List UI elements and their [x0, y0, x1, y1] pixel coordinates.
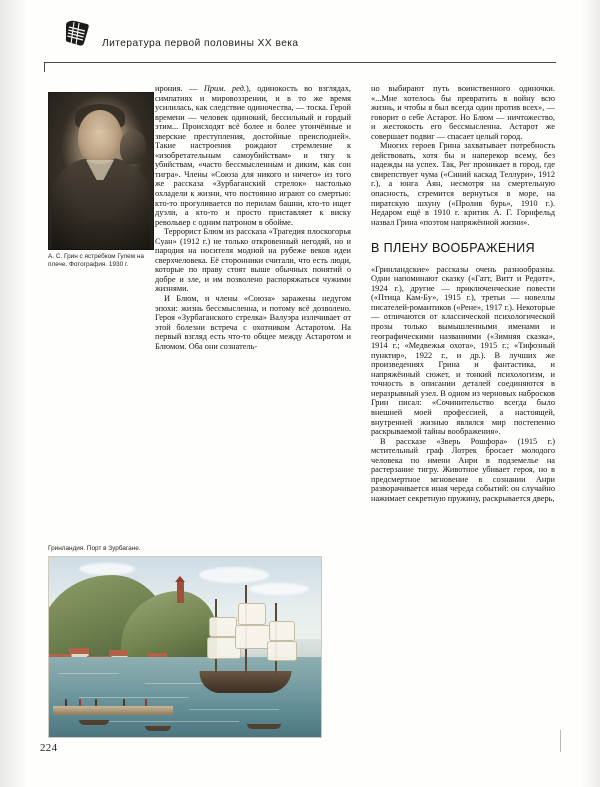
body-paragraph [155, 84, 351, 227]
body-text: И Блюм, и члены «Союза» заражены недугом эпохи: жизнь бессмысленна, и потому всё дозволено. Героя «Зурбаганского стрелка» Валуэра излечивает от этой болезни встреча с охотником Астаротом. На первый взгляд есть что-то общее между Астаротом и Блюмом. Оба они сознатель- [155, 294, 351, 351]
running-head [54, 16, 554, 68]
body-text: Многих героев Грина захватывает потребность действовать, хотя бы и наперекор всему, без надежды на успех. Так, Рег проникает в город, где свирепствует чума («Синий каскад Теллури», 1912 г.), а юнга Аян, несмотря на смертельную опасность, стремится вернуться в море, на пиратскую шхуну («Пролив бурь», 1910 г.). Недаром ещё в 1910 г. критик А. Г. Горнфельд назвал Грина «поэтом напряжённой жизни». [371, 141, 555, 227]
grin-portrait-photo [48, 92, 154, 250]
header-rule-tick [44, 62, 45, 72]
header-rule [44, 62, 556, 63]
body-paragraph [371, 141, 555, 227]
body-paragraph [371, 84, 555, 141]
portrait-frame [48, 92, 154, 250]
body-text: «Гринландские» рассказы очень разнообразны. Одни напоминают сказку («Гатт, Витт и Редотт», 1924 г.), другие — приключенческие повести («Птица Кам-Бу», 1915 г.), третьи — новеллы писателей-романтиков («Рене», 1917 г.). Некоторые — отличаются от классической психологической прозы только вымышленными именами и географическими названиями («Зимняя сказка», 1914 г.; «Медвежья охота», 1915 г.; «Тифозный пунктир», 1922 г., и др.). В лучших же произведениях Грина и фантастика, и напряжённый сюжет, и тонкий психологизм, и точность в описании деталей соединяются в неразрывный узел. В одном из черновых набросков Грин писал: «Сочинительство всегда было внешней моей профессией, а настоящей, внутренней жизнью являлся мир постепенно раскрываемой тайны воображения». [371, 264, 555, 437]
body-paragraph [371, 437, 555, 504]
body-paragraph [155, 294, 351, 351]
zurbagan-port-caption: Гринландия. Порт в Зурбагане. [48, 545, 141, 552]
zurbagan-port-painting [48, 556, 322, 738]
body-text: Террорист Блюм из рассказа «Трагедия плоскогорья Суан» (1912 г.) не только откровенный негодяй, но и пародия на носителя модной на рубеже веков идеи сверхчеловека. Её сторонники считали, что есть люди, которые по праву стоят выше обычных понятий о добре и зле, и им позволено распоряжаться чужими жизнями. [155, 227, 351, 294]
section-heading: В ПЛЕНУ ВООБРАЖЕНИЯ [371, 241, 535, 256]
body-text: ирония. — [155, 84, 204, 93]
page-number: 224 [40, 742, 58, 754]
body-text: ), одинокость во взглядах, симпатиях и мировоззрении, и в то же время усилилась, как следствие одиночества, — тоска. Герой времени — человек одинокий, бессильный и гордый этим... Происходят всё более и более утончённые и зверские преступления, достойные преисподней». Такие настроения рождают стремление к «изобретательным самоубийствам» и тягу к убийствам, «часто бессмысленным и диким, как сон тигра». Члены «Союза для никого и ничего» из того же рассказа «Зурбаганский стрелок» настолько охладели к жизни, что постоянно играют со смертью: кто-то прогуливается по перилам башни, кто-то ищет дуэли, а кто-то и просто приставляет к виску револьвер с одним патроном в обойме. [155, 84, 352, 227]
text-column-left [155, 84, 351, 351]
editorial-note: Прим. ред. [203, 84, 246, 93]
zurbagan-port-figure [48, 545, 320, 738]
grin-portrait-caption: А. С. Грин с ястребком Гулем на плече. Фотография. 1930 г. [48, 253, 144, 268]
body-text: но выбирают путь воинственного одиночки. «...Мне хотелось бы превратить в войну всю жизнь, и чтобы я был всегда один против всех», — говорит о себе Астарот. Но Блюм — ничтожество, и жестокость его бессмысленна. Астарот же совершает подвиг — спасает целый город. [371, 84, 555, 141]
text-column-right [371, 84, 555, 503]
body-text: В рассказе «Зверь Рошфора» (1915 г.) мстительный граф Лотрек бросает молодого человека по имени Анри в подземелье на растерзание тигру. Животное убивает героя, но в предсмертное мгновение в сознании Анри разворачивается иная череда событий: он случайно нажимает секретную пружину, раскрывается дверь, [371, 436, 555, 503]
grin-portrait-figure [48, 92, 154, 268]
body-paragraph [155, 227, 351, 294]
running-head-title: Литература первой половины XX века [102, 38, 299, 49]
painting-grain-overlay [49, 557, 321, 737]
book-icon [60, 16, 94, 50]
page-edge-mark [560, 730, 561, 752]
body-paragraph [371, 265, 555, 437]
